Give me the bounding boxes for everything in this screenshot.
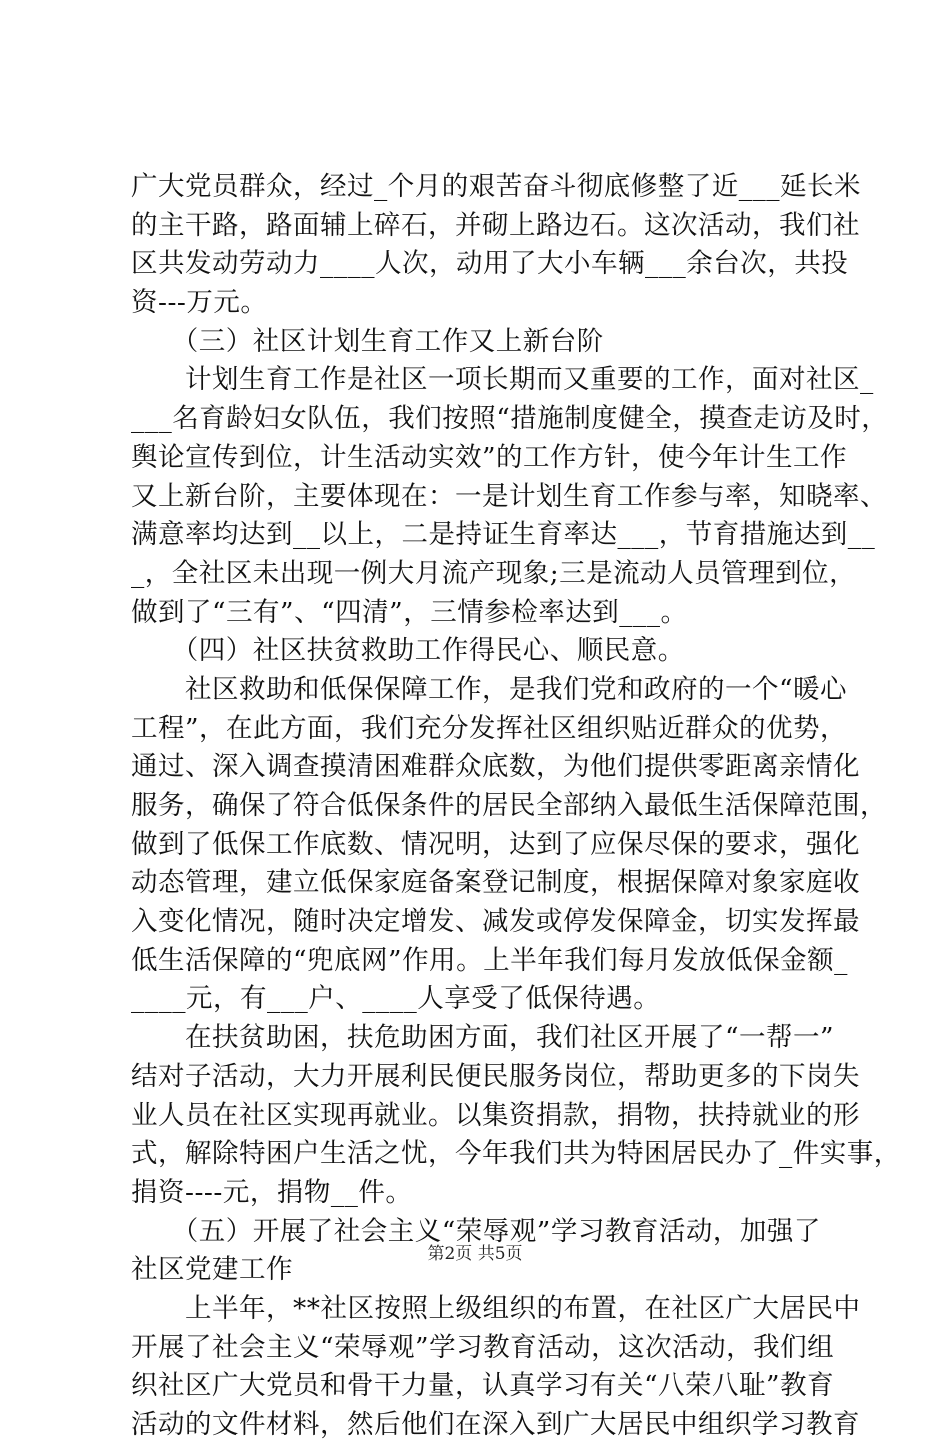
text-line: ___名育龄妇女队伍，我们按照“措施制度健全，摸查走访及时，	[131, 403, 889, 435]
text-line: 结对子活动，大力开展利民便民服务岗位，帮助更多的下岗失	[131, 1060, 860, 1092]
section-heading: （五）开展了社会主义“荣辱观”学习教育活动，加强了	[131, 1215, 821, 1247]
text-line: 舆论宣传到位，计生活动实效”的工作方针，使今年计生工作	[131, 441, 848, 473]
text-line: ____元，有___户、____人享受了低保待遇。	[131, 983, 661, 1015]
text-line: 社区救助和低保保障工作，是我们党和政府的一个“暖心	[131, 673, 848, 705]
text-line: 广大党员群众，经过_个月的艰苦奋斗彻底修整了近___延长米	[131, 171, 861, 202]
text-line: 计划生育工作是社区一项长期而又重要的工作，面对社区_	[131, 364, 874, 396]
text-line: 工程”，在此方面，我们充分发挥社区组织贴近群众的优势，	[131, 712, 848, 744]
text-line: 做到了“三有”、“四清”，三情参检率达到___。	[131, 596, 688, 628]
page-number-footer: 第2页 共5页	[427, 1244, 523, 1264]
text-line: 动态管理，建立低保家庭备案登记制度，根据保障对象家庭收	[131, 867, 860, 899]
text-line: 区共发动劳动力____人次，动用了大小车辆___余台次，共投	[131, 248, 849, 280]
text-line: 开展了社会主义“荣辱观”学习教育活动，这次活动，我们组	[131, 1331, 835, 1363]
text-line: 的主干路，路面辅上碎石，并砌上路边石。这次活动，我们社	[131, 209, 860, 241]
text-line: 捐资----元，捐物__件。	[131, 1176, 413, 1208]
text-line: 活动的文件材料，然后他们在深入到广大居民中组织学习教育	[131, 1409, 860, 1440]
section-heading: （三）社区计划生育工作又上新台阶	[131, 325, 604, 357]
text-line: 做到了低保工作底数、情况明，达到了应保尽保的要求，强化	[131, 828, 860, 860]
section-heading: （四）社区扶贫救助工作得民心、顺民意。	[131, 635, 685, 667]
text-line: 业人员在社区实现再就业。以集资捐款，捐物，扶持就业的形	[131, 1099, 860, 1131]
text-line: 在扶贫助困，扶危助困方面，我们社区开展了“一帮一”	[131, 1022, 835, 1054]
text-line: 服务，确保了符合低保条件的居民全部纳入最低生活保障范围，	[131, 790, 887, 821]
section-heading: 社区党建工作	[131, 1254, 293, 1286]
text-line: _，全社区未出现一例大月流产现象;三是流动人员管理到位，	[131, 557, 857, 589]
text-line: 织社区广大党员和骨干力量，认真学习有关“八荣八耻”教育	[131, 1370, 835, 1402]
text-line: 通过、深入调查摸清困难群众底数，为他们提供零距离亲情化	[131, 751, 860, 783]
text-line: 满意率均达到__以上，二是持证生育率达___，节育措施达到__	[131, 519, 876, 551]
text-line: 入变化情况，随时决定增发、减发或停发保障金，切实发挥最	[131, 906, 860, 938]
text-line: 又上新台阶，主要体现在：一是计划生育工作参与率，知晓率、	[131, 480, 887, 512]
text-line: 上半年，**社区按照上级组织的布置，在社区广大居民中	[131, 1292, 861, 1324]
text-line: 低生活保障的“兜底网”作用。上半年我们每月发放低保金额_	[131, 944, 848, 976]
text-line: 资---万元。	[131, 287, 268, 319]
text-line: 式，解除特困户生活之忧，今年我们共为特困居民办了_件实事，	[131, 1138, 901, 1170]
